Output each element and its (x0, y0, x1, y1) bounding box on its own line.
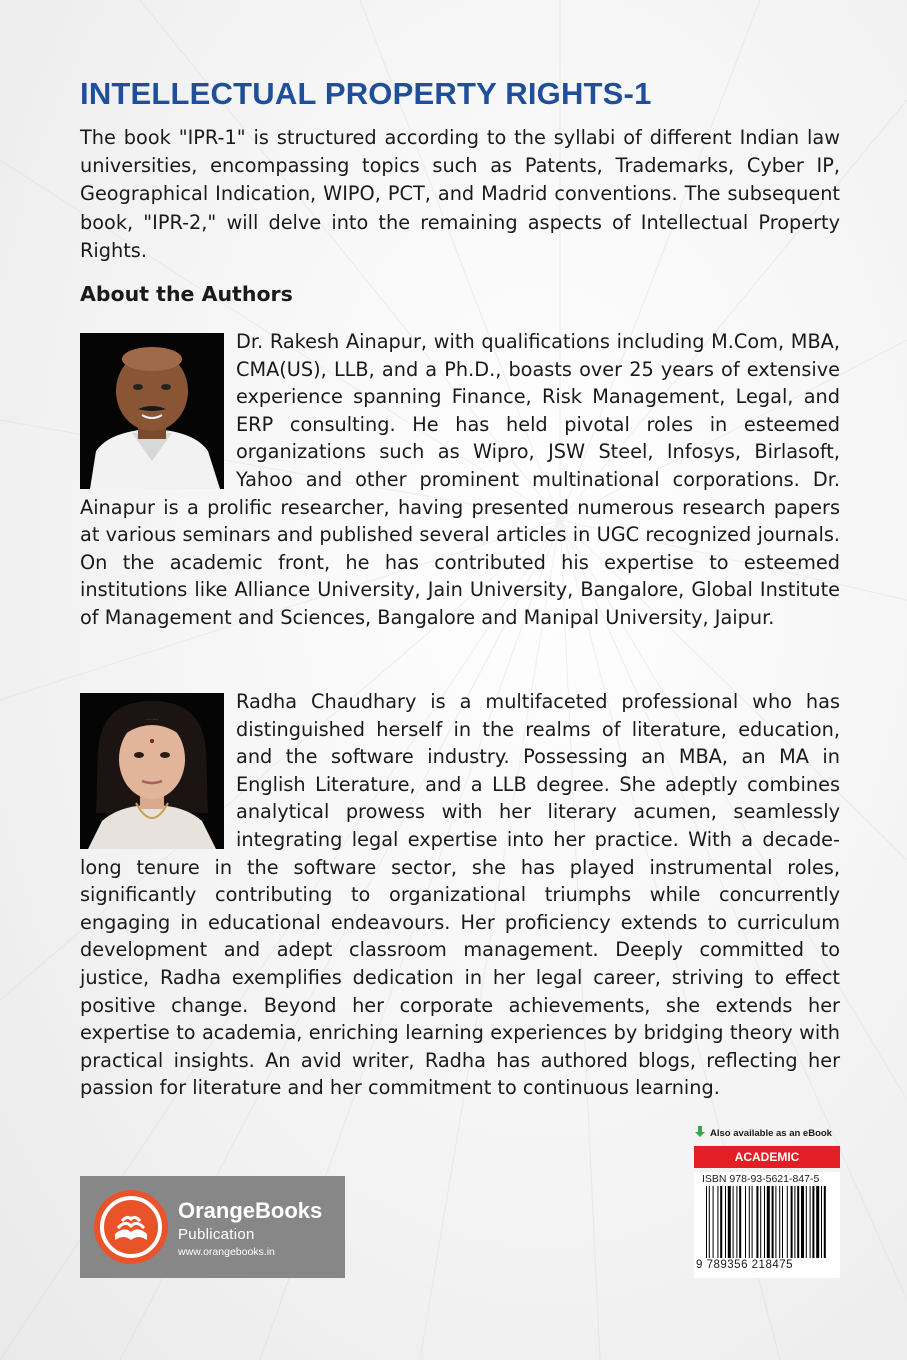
author-1-photo (80, 333, 224, 489)
author-1-section (80, 328, 840, 632)
author-2-photo (80, 693, 224, 849)
barcode-bars (696, 1186, 838, 1260)
publisher-url: www.orangebooks.in (178, 1246, 275, 1258)
isbn-text: ISBN 978-93-5621-847-5 (702, 1173, 820, 1185)
book-title: INTELLECTUAL PROPERTY RIGHTS-1 (80, 76, 652, 111)
publisher-subtitle: Publication (178, 1226, 255, 1243)
book-logo-icon (94, 1190, 168, 1264)
author-1-bio: Dr. Rakesh Ainapur, with qualifications including M.Com, MBA, CMA(US), LLB, and a Ph.D., boasts over 25 years of extensive experience spanning Finance, Risk Management, Legal, and ERP consulting. He has held pivotal roles in esteemed organizations such as Wipro, JSW Steel, Infosys, Birlasoft, Yahoo and other prominent multinational corporations. Dr. Ainapur is a prolific researcher, having presented numerous research papers at various seminars and published several articles in UGC recognized journals. On the academic front, he has contributed his expertise to esteemed institutions like Alliance University, Jain University, Bangalore, Global Institute of Management and Sciences, Bangalore and Manipal University, Jaipur. (80, 330, 840, 629)
barcode-digits: 9 789356 218475 (696, 1259, 794, 1271)
author-2-section (80, 688, 840, 1102)
download-arrow-icon (694, 1126, 706, 1138)
ebook-note-text: Also available as an eBook (710, 1128, 832, 1139)
publisher-logo (80, 1176, 345, 1278)
about-authors-heading: About the Authors (80, 282, 293, 306)
book-blurb: The book "IPR-1" is structured according to the syllabi of different Indian law universities, encompassing topics such as Patents, Trademarks, Cyber IP, Geographical Indication, WIPO, PCT, and Madrid conventions. The subsequent book, "IPR-2," will delve into the remaining aspects of Intellectual Property Rights. (80, 126, 840, 262)
isbn-barcode (694, 1172, 840, 1278)
barcode-panel (694, 1122, 840, 1278)
category-label: ACADEMIC (694, 1146, 840, 1168)
ebook-note (694, 1126, 832, 1139)
author-2-bio: Radha Chaudhary is a multifaceted professional who has distinguished herself in the realms of literature, education, and the software industry. Possessing an MBA, an MA in English Literature, and a LLB degree. She adeptly combines analytical prowess with her literary acumen, seamlessly integrating legal expertise into her practice. With a decade-long tenure in the software sector, she has played instrumental roles, significantly contributing to organizational triumphs while concurrently engaging in educational endeavours. Her proficiency extends to curriculum development and adept classroom management. Deeply committed to justice, Radha exemplifies dedication in her legal career, striving to effect positive change. Beyond her corporate achievements, she extends her expertise to academia, enriching learning experiences by bridging theory with practical insights. An avid writer, Radha has authored blogs, reflecting her passion for literature and her commitment to continuous learning. (80, 690, 840, 1100)
publisher-name: OrangeBooks (178, 1198, 323, 1223)
